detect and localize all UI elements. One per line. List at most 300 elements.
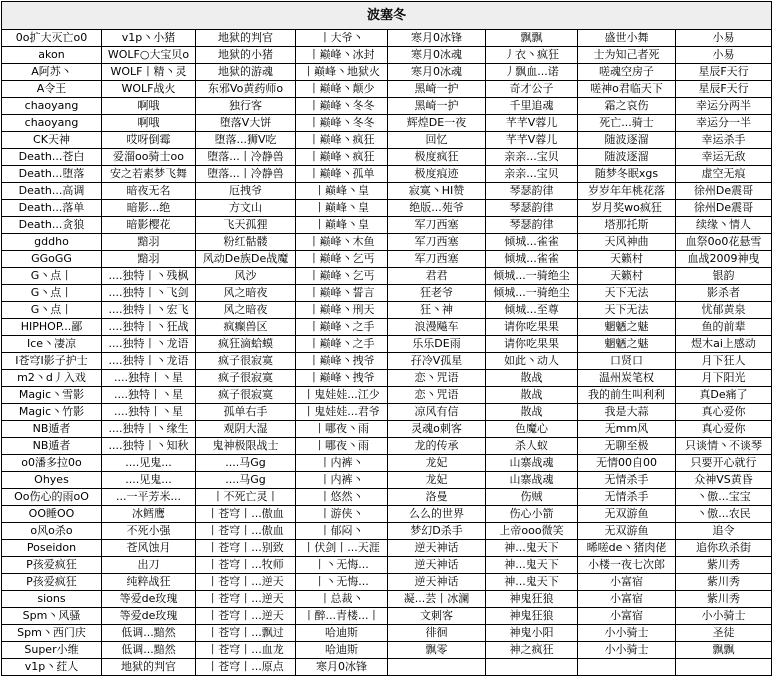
table-cell: 山寨战魂 xyxy=(486,455,578,472)
table-cell: ....独特丨丶龙语 xyxy=(102,353,196,370)
table-cell: 疯癫兽区 xyxy=(196,319,296,336)
table-cell: 逆天神话 xyxy=(388,557,486,574)
table-cell: Ohyes xyxy=(2,472,102,489)
table-cell: 哈迪斯 xyxy=(296,625,388,642)
table-cell: NB遁者 xyxy=(2,421,102,438)
table-cell: 丨巅峰丶皇 xyxy=(296,217,388,234)
table-cell: 极度疯狂 xyxy=(388,149,486,166)
table-cell: 请你吃果果 xyxy=(486,319,578,336)
table-cell: 死亡...骑士 xyxy=(578,115,676,132)
table-row xyxy=(2,574,772,591)
table-cell: 丨巅峰丶乞丐 xyxy=(296,268,388,285)
table-cell: 琴瑟韵律 xyxy=(486,217,578,234)
table-cell: A阿苏丶 xyxy=(2,64,102,81)
table-cell: Spm丶风骚 xyxy=(2,608,102,625)
table-cell: 亲亲...宝贝 xyxy=(486,166,578,183)
table-cell: 口贤口 xyxy=(578,353,676,370)
table-cell xyxy=(578,659,676,676)
table-cell: Death...贪狼 xyxy=(2,217,102,234)
table-cell: 丶傲...宝宝 xyxy=(676,489,772,506)
table-cell: Magic丶雪影 xyxy=(2,387,102,404)
table-cell: chaoyang xyxy=(2,115,102,132)
table-cell: 琴瑟韵律 xyxy=(486,200,578,217)
table-cell: 请你吃果果 xyxy=(486,336,578,353)
table-cell: 疯子很寂寞 xyxy=(196,370,296,387)
table-row xyxy=(2,557,772,574)
table-row xyxy=(2,506,772,523)
table-cell: 辉煌DE一夜 xyxy=(388,115,486,132)
table-cell: 丨游侠丶 xyxy=(296,506,388,523)
table-cell: 丿衣丶疯狂 xyxy=(486,47,578,64)
table-cell: 追你玖杀街 xyxy=(676,540,772,557)
table-cell: 徘徊 xyxy=(388,625,486,642)
table-cell: 逆天神话 xyxy=(388,540,486,557)
table-row xyxy=(2,149,772,166)
table-cell: 鱼的前辈 xyxy=(676,319,772,336)
table-cell: 军刀西塞 xyxy=(388,251,486,268)
table-cell: 丨鬼娃娃...江少 xyxy=(296,387,388,404)
table-cell: 幸运杀手 xyxy=(676,132,772,149)
table-cell: ....见鬼... xyxy=(102,472,196,489)
table-cell: 倾城...雀雀 xyxy=(486,251,578,268)
table-cell: 天籁村 xyxy=(578,268,676,285)
table-cell: 丨大爷丶 xyxy=(296,30,388,47)
table-cell: ....独特丨丶宏飞 xyxy=(102,302,196,319)
table-cell: ....独特丨丶龙语 xyxy=(102,336,196,353)
table-cell: 我的前生叫利利 xyxy=(578,387,676,404)
table-cell: v1p丶荭人 xyxy=(2,659,102,676)
table-cell: ....马Gg xyxy=(196,455,296,472)
table-cell: 乐乐DE雨 xyxy=(388,336,486,353)
table-cell: 真De痛了 xyxy=(676,387,772,404)
table-cell: 龙的传承 xyxy=(388,438,486,455)
table-cell: sions xyxy=(2,591,102,608)
table-cell: 丨苍穹丨...牧师 xyxy=(196,557,296,574)
table-cell: 散战 xyxy=(486,387,578,404)
table-cell: v1p丶小猪 xyxy=(102,30,196,47)
table-cell: 龙妃 xyxy=(388,472,486,489)
table-cell: 厄拽爷 xyxy=(196,183,296,200)
table-cell: 丨苍穹丨...逆天 xyxy=(196,591,296,608)
table-cell: 方文山 xyxy=(196,200,296,217)
table-cell: 嗟神o君临天下 xyxy=(578,81,676,98)
table-cell: 寒月0冰锋 xyxy=(296,659,388,676)
table-cell: 只谈情丶不谈琴 xyxy=(676,438,772,455)
table-cell: 紫川秀 xyxy=(676,557,772,574)
table-cell: 丨苍穹丨...傲血 xyxy=(196,523,296,540)
table-cell: 丨苍穹丨...别致 xyxy=(196,540,296,557)
table-cell: 散战 xyxy=(486,404,578,421)
table-cell: 倾城...至尊 xyxy=(486,302,578,319)
table-cell: 神之疯狂 xyxy=(486,642,578,659)
table-cell: 天下无法 xyxy=(578,302,676,319)
table-cell: ...一平芳米... xyxy=(102,489,196,506)
table-cell: Death...高调 xyxy=(2,183,102,200)
table-cell: 暗影...绝 xyxy=(102,200,196,217)
table-cell: o风o杀o xyxy=(2,523,102,540)
table-cell: 灵魂o刺客 xyxy=(388,421,486,438)
table-cell: 奇才公子 xyxy=(486,81,578,98)
table-cell: 等爱de玫瑰 xyxy=(102,608,196,625)
table-cell: 无双游鱼 xyxy=(578,523,676,540)
table-cell: 啊哦 xyxy=(102,98,196,115)
table-cell: 神...鬼天下 xyxy=(486,574,578,591)
table-cell: 黯羽 xyxy=(102,234,196,251)
table-row xyxy=(2,132,772,149)
table-cell: 小楼一夜七次郎 xyxy=(578,557,676,574)
table-cell: P孩爱疯狂 xyxy=(2,574,102,591)
table-cell: 丨巅峰丶冬冬 xyxy=(296,115,388,132)
table-cell: o0潘多拉0o xyxy=(2,455,102,472)
table-row xyxy=(2,642,772,659)
table-cell: 徐州De震哥 xyxy=(676,200,772,217)
table-cell: 安之若素梦飞舞 xyxy=(102,166,196,183)
table-cell: 逆天神话 xyxy=(388,574,486,591)
table-row xyxy=(2,472,772,489)
table-cell: 无mm风 xyxy=(578,421,676,438)
table-cell: 血战2009神曳 xyxy=(676,251,772,268)
table-cell: 晞嗟de丶猪肉佬 xyxy=(578,540,676,557)
table-cell: 文刺客 xyxy=(388,608,486,625)
table-cell: 我是大蒜 xyxy=(578,404,676,421)
table-cell: 丨巅峰丶皇 xyxy=(296,183,388,200)
table-cell: 回忆 xyxy=(388,132,486,149)
table-cell: 么么的世界 xyxy=(388,506,486,523)
table-cell: 杀人蚁 xyxy=(486,438,578,455)
table-cell: 追令 xyxy=(676,523,772,540)
table-cell: 只要开心就行 xyxy=(676,455,772,472)
table-row xyxy=(2,438,772,455)
roster-body xyxy=(2,30,772,676)
table-cell: 上帝ooo微笑 xyxy=(486,523,578,540)
table-cell: G丶点丨 xyxy=(2,268,102,285)
table-row xyxy=(2,319,772,336)
table-row xyxy=(2,251,772,268)
roster-panel xyxy=(1,1,771,676)
table-cell: ....独特丨丶星 xyxy=(102,370,196,387)
table-cell: 丨巅峰丶誓言 xyxy=(296,285,388,302)
table-cell: 星辰F天行 xyxy=(676,64,772,81)
table-cell: 幸运分两半 xyxy=(676,98,772,115)
roster-table xyxy=(1,1,772,676)
table-cell: 丨巅峰丶拽爷 xyxy=(296,370,388,387)
table-row xyxy=(2,64,772,81)
table-cell: 神鬼狂狼 xyxy=(486,608,578,625)
table-cell: 盛世小舞 xyxy=(578,30,676,47)
table-cell: 鬼神极限战士 xyxy=(196,438,296,455)
table-cell: 真心爱你 xyxy=(676,421,772,438)
table-cell: 随梦冬眠xgs xyxy=(578,166,676,183)
table-cell: 洛曼 xyxy=(388,489,486,506)
table-cell: 圣徒 xyxy=(676,625,772,642)
title-row xyxy=(2,2,772,30)
table-cell: 真心爱你 xyxy=(676,404,772,421)
table-cell: 士为知己者死 xyxy=(578,47,676,64)
table-cell: 丨苍穹丨...血龙 xyxy=(196,642,296,659)
table-cell: 纯粹战狂 xyxy=(102,574,196,591)
table-cell: 军刀西塞 xyxy=(388,234,486,251)
table-row xyxy=(2,285,772,302)
table-cell: 天风神曲 xyxy=(578,234,676,251)
table-cell: 浪漫飚车 xyxy=(388,319,486,336)
table-cell: Death...落单 xyxy=(2,200,102,217)
table-cell: 银韵 xyxy=(676,268,772,285)
table-row xyxy=(2,98,772,115)
table-cell: 丨醉...青楼...丨 xyxy=(296,608,388,625)
table-cell: 丨巅峰丶刑天 xyxy=(296,302,388,319)
table-cell: 丨丶无悔... xyxy=(296,557,388,574)
table-cell: 丨苍穹丨...逆天 xyxy=(196,608,296,625)
table-cell: 出刀 xyxy=(102,557,196,574)
table-cell: 风之暗夜 xyxy=(196,302,296,319)
table-cell: 丨巅峰丶疯狂 xyxy=(296,132,388,149)
table-cell: 疯子很寂寞 xyxy=(196,387,296,404)
table-row xyxy=(2,523,772,540)
table-cell: 月下狂人 xyxy=(676,353,772,370)
table-cell: 暗影樱花 xyxy=(102,217,196,234)
table-cell: 堕落...狮V吃 xyxy=(196,132,296,149)
table-cell: 影杀者 xyxy=(676,285,772,302)
table-cell: 丨巅峰丶疯狂 xyxy=(296,149,388,166)
table-cell: 恋丶咒语 xyxy=(388,387,486,404)
table-cell: 丨伏剑丨...天涯 xyxy=(296,540,388,557)
table-cell: ....独特丨丶缘生 xyxy=(102,421,196,438)
table-cell: 无情00自00 xyxy=(578,455,676,472)
table-cell: OO睡OO xyxy=(2,506,102,523)
table-cell: 丨苍穹丨...逆天 xyxy=(196,574,296,591)
table-cell: 丨巅峰丶拽爷 xyxy=(296,353,388,370)
table-cell: 天籁村 xyxy=(578,251,676,268)
table-cell: 随波逐溜 xyxy=(578,132,676,149)
table-cell: 伤心小箭 xyxy=(486,506,578,523)
table-cell: 地狱的游魂 xyxy=(196,64,296,81)
table-cell: 狂丶神 xyxy=(388,302,486,319)
table-cell: 丨悠然丶 xyxy=(296,489,388,506)
table-cell: WOLF○大宝贝o xyxy=(102,47,196,64)
table-cell: 等爱de玫瑰 xyxy=(102,591,196,608)
table-cell: Poseidon xyxy=(2,540,102,557)
table-cell: 小富宿 xyxy=(578,591,676,608)
table-row xyxy=(2,268,772,285)
table-cell: 岁岁年年桃花落 xyxy=(578,183,676,200)
table-cell: 丨内裤丶 xyxy=(296,455,388,472)
table-cell: WOLF战火 xyxy=(102,81,196,98)
table-cell: 丨郁闷丶 xyxy=(296,523,388,540)
table-cell: NB遁者 xyxy=(2,438,102,455)
table-cell: 凝...芸丨冰澜 xyxy=(388,591,486,608)
table-cell: 星辰F天行 xyxy=(676,81,772,98)
table-cell: 地狱的判官 xyxy=(102,659,196,676)
table-row xyxy=(2,353,772,370)
table-cell: akon xyxy=(2,47,102,64)
table-row xyxy=(2,659,772,676)
table-cell: G丶点丨 xyxy=(2,285,102,302)
table-row xyxy=(2,370,772,387)
table-cell: 芊芊V蓉儿 xyxy=(486,132,578,149)
table-cell: 散战 xyxy=(486,370,578,387)
table-row xyxy=(2,625,772,642)
table-cell: 暗夜无名 xyxy=(102,183,196,200)
table-cell: 小小骑士 xyxy=(578,642,676,659)
table-row xyxy=(2,166,772,183)
table-cell: 堕落V大饼 xyxy=(196,115,296,132)
table-cell: 观阴大湿 xyxy=(196,421,296,438)
table-row xyxy=(2,455,772,472)
table-cell: 如此丶动人 xyxy=(486,353,578,370)
table-cell: 忧郁黄泉 xyxy=(676,302,772,319)
table-row xyxy=(2,404,772,421)
table-cell: ....马Gg xyxy=(196,472,296,489)
table-cell: 无情杀手 xyxy=(578,489,676,506)
table-cell: 幸运无敌 xyxy=(676,149,772,166)
table-cell: A令王 xyxy=(2,81,102,98)
table-cell: 东邪Vo黄药师o xyxy=(196,81,296,98)
table-cell: 独行客 xyxy=(196,98,296,115)
table-cell xyxy=(486,659,578,676)
table-cell: 丨哪夜丶雨 xyxy=(296,438,388,455)
table-cell: 丨巅峰丶乞丐 xyxy=(296,251,388,268)
table-cell: 神鬼狂狼 xyxy=(486,591,578,608)
table-cell: 丨巅峰丶皇 xyxy=(296,200,388,217)
table-cell: m2丶d丿入戏 xyxy=(2,370,102,387)
table-cell: 随波逐溜 xyxy=(578,149,676,166)
table-cell: 天下无法 xyxy=(578,285,676,302)
table-cell: 地狱的小猪 xyxy=(196,47,296,64)
table-cell: Death...堕落 xyxy=(2,166,102,183)
table-cell: 丨巅峰丶冬冬 xyxy=(296,98,388,115)
table-cell: 飞天孤狸 xyxy=(196,217,296,234)
table-cell: 粉红骷髅 xyxy=(196,234,296,251)
table-cell: gddho xyxy=(2,234,102,251)
table-cell: 众神VS黄昏 xyxy=(676,472,772,489)
table-cell: 爱溜oo骑士oo xyxy=(102,149,196,166)
table-cell: 丨内裤丶 xyxy=(296,472,388,489)
table-cell: 啊哦 xyxy=(102,115,196,132)
table-row xyxy=(2,387,772,404)
table-cell: 无情杀手 xyxy=(578,472,676,489)
table-cell: 孤单右手 xyxy=(196,404,296,421)
table-cell: 丶傲...农民 xyxy=(676,506,772,523)
table-cell: 塔那托斯 xyxy=(578,217,676,234)
table-cell: 丨丶无悔... xyxy=(296,574,388,591)
table-cell: 寂寞丶HI赞 xyxy=(388,183,486,200)
table-cell: 血祭0o0花悬雪 xyxy=(676,234,772,251)
table-cell: I苍穹I影子护士 xyxy=(2,353,102,370)
table-row xyxy=(2,200,772,217)
table-cell: 伤贼 xyxy=(486,489,578,506)
table-cell: 倾城...一骑绝尘 xyxy=(486,268,578,285)
table-cell: 黑崎一护 xyxy=(388,98,486,115)
table-cell: 堕落...丨冷静兽 xyxy=(196,149,296,166)
table-cell: 丨巅峰丶之手 xyxy=(296,319,388,336)
table-cell: 温州炭笔权 xyxy=(578,370,676,387)
table-cell: ....独特丨丶狂战 xyxy=(102,319,196,336)
table-row xyxy=(2,540,772,557)
table-cell: 小小骑士 xyxy=(676,608,772,625)
table-cell: 丨鬼娃娃...君爷 xyxy=(296,404,388,421)
table-row xyxy=(2,47,772,64)
table-cell: CK天神 xyxy=(2,132,102,149)
table-cell: Magic丶竹影 xyxy=(2,404,102,421)
table-cell: 黑崎一护 xyxy=(388,81,486,98)
table-cell: 龙妃 xyxy=(388,455,486,472)
table-cell: ....独特丨丶飞剑 xyxy=(102,285,196,302)
table-cell: 低调...黯然 xyxy=(102,625,196,642)
table-cell: 魍魉之魅 xyxy=(578,336,676,353)
table-cell: 疯子很寂寞 xyxy=(196,353,296,370)
table-cell: ....独特丨丶星 xyxy=(102,387,196,404)
table-cell: 倾城...一骑绝尘 xyxy=(486,285,578,302)
table-cell: G丶点丨 xyxy=(2,302,102,319)
table-cell: 哈迪斯 xyxy=(296,642,388,659)
table-cell: 虚空无痕 xyxy=(676,166,772,183)
table-cell: 君君 xyxy=(388,268,486,285)
table-cell: 苍风蚀月 xyxy=(102,540,196,557)
table-cell: ....独特丨丶残枫 xyxy=(102,268,196,285)
table-cell: 疯狂滴蛤蟆 xyxy=(196,336,296,353)
table-cell: GGoGG xyxy=(2,251,102,268)
table-row xyxy=(2,234,772,251)
table-cell: 紫川秀 xyxy=(676,574,772,591)
table-cell: 小富宿 xyxy=(578,608,676,625)
table-cell: 紫川秀 xyxy=(676,591,772,608)
table-row xyxy=(2,81,772,98)
table-cell: 神鬼小阳 xyxy=(486,625,578,642)
table-cell: 山寨战魂 xyxy=(486,472,578,489)
table-cell: 孖冷V孤星 xyxy=(388,353,486,370)
table-cell: 无聊至极 xyxy=(578,438,676,455)
table-cell: 琴瑟韵律 xyxy=(486,183,578,200)
table-cell: 丨不死亡灵丨 xyxy=(196,489,296,506)
table-cell: Oo伤心的雨oO xyxy=(2,489,102,506)
table-cell: 神...鬼天下 xyxy=(486,557,578,574)
table-cell: WOLF丨精丶灵 xyxy=(102,64,196,81)
table-cell: 梦幻D杀手 xyxy=(388,523,486,540)
table-cell: 丿飘血...诺 xyxy=(486,64,578,81)
table-cell: 恋丶咒语 xyxy=(388,370,486,387)
table-cell: 丨巅峰丶冰封 xyxy=(296,47,388,64)
table-title: 波塞冬 xyxy=(2,2,772,30)
table-cell: 风沙 xyxy=(196,268,296,285)
table-cell: 丨苍穹丨...飘过 xyxy=(196,625,296,642)
table-cell: ....见鬼... xyxy=(102,455,196,472)
table-cell: 飘飘 xyxy=(486,30,578,47)
table-cell: 冰鳕鹰 xyxy=(102,506,196,523)
table-cell: 丨巅峰丶木鱼 xyxy=(296,234,388,251)
table-cell: 续缘丶情人 xyxy=(676,217,772,234)
table-cell: 0o扩大灭亡o0 xyxy=(2,30,102,47)
table-cell: chaoyang xyxy=(2,98,102,115)
table-cell xyxy=(388,659,486,676)
table-cell: 丨哪夜丶雨 xyxy=(296,421,388,438)
table-cell: 徐州De震哥 xyxy=(676,183,772,200)
table-cell: 凉风有信 xyxy=(388,404,486,421)
table-cell: P孩爱疯狂 xyxy=(2,557,102,574)
table-cell: 风之暗夜 xyxy=(196,285,296,302)
table-row xyxy=(2,302,772,319)
table-cell: 寒月0冰魂 xyxy=(388,47,486,64)
table-cell: 色魔心 xyxy=(486,421,578,438)
table-cell: 丨巅峰丶孤单 xyxy=(296,166,388,183)
table-cell: 月下阳光 xyxy=(676,370,772,387)
table-cell: 丨巅峰丶地狱火 xyxy=(296,64,388,81)
table-row xyxy=(2,421,772,438)
table-cell: 倾城...雀雀 xyxy=(486,234,578,251)
table-cell: 飘飘 xyxy=(676,642,772,659)
table-cell: 幸运分一半 xyxy=(676,115,772,132)
table-cell: 哎呀倒霉 xyxy=(102,132,196,149)
table-row xyxy=(2,591,772,608)
